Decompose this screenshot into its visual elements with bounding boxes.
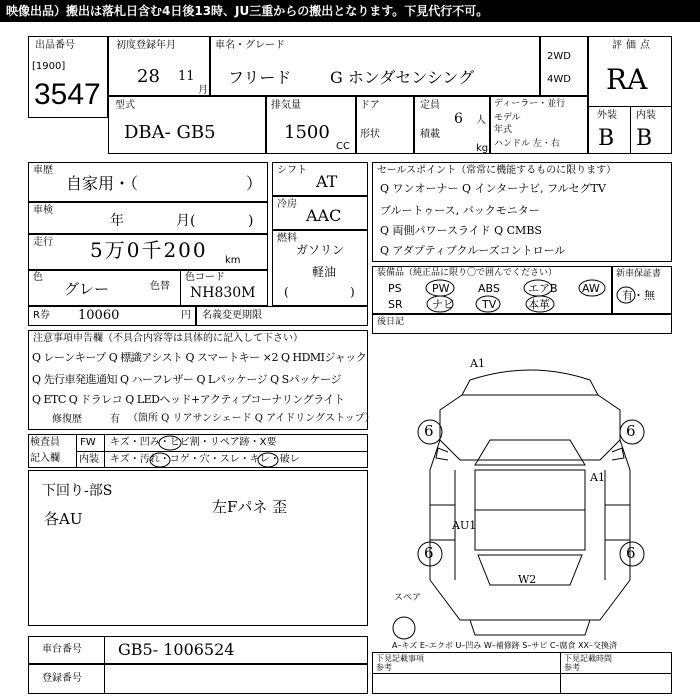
legend: A–キズ E–エクボ U–凹み W–補修跡 S–サビ C–腐食 XX–交換済 [392,641,618,650]
shift-value: AT [316,172,338,191]
model-value: DBA- GB5 [124,122,216,143]
bottom-label-4: 参考 [564,663,580,672]
new-warranty-label: 新車保証書 [616,269,662,279]
rating-score: RA [606,63,648,96]
diagram-label-a1-top: A1 [470,357,485,370]
diagram-label-w2: W2 [518,573,537,586]
chassis-label: 車台番号 [42,644,82,655]
repair-value: 有 [110,414,120,425]
fuel-label: 燃料 [277,233,297,244]
remarks-line-1: 下回り-部S [42,483,113,499]
equip-abs: ABS [478,282,500,295]
color-label: 色 [33,272,43,283]
shift-label: シフト [277,165,307,176]
tax-label: 名義変更期限 [202,310,262,321]
fuel-gas: ガソリン [296,243,345,257]
rating-label: 評価点 [612,40,654,51]
color-change-label: 色替 [150,281,170,292]
r-ticket-value: 10060 [78,308,120,323]
equip-leather: 本革 [528,298,550,311]
model-label: 型式 [115,100,135,111]
dealer-model: モデル [494,113,521,123]
chassis-value: GB5- 1006524 [118,640,235,659]
equip-pw: PW [432,282,450,295]
plate-label: 登録番号 [42,673,82,684]
aircon-value: AAC [306,206,342,225]
rating-int: B [636,126,653,151]
r-ticket-label: R券 [33,310,50,321]
drive-4wd: 4WD [547,74,571,85]
rating-int-label: 内装 [636,110,656,121]
capacity-unit: 人 [476,115,486,126]
inspector-nai-items: キズ・汚れ・コゲ・穴・スレ・キレ・破レ [110,454,300,465]
dealer-year: 年式 [494,125,513,135]
color-code: NH830M [190,285,256,301]
selling-line-1: Q ワンオーナー Q インターナビ, フルセグTV [380,182,606,195]
fuel-diesel: 軽油 [312,265,337,279]
load-unit: kg [476,143,489,154]
later-label: 後日記 [377,317,405,327]
selling-line-2: ブルートゥース, バックモニター [380,204,540,217]
fuel-paren-open: ( [284,285,289,299]
dealer-handle: ハンドル 左・右 [494,139,560,149]
equip-aw: AW [582,282,600,295]
equip-ps: PS [388,282,402,295]
mileage-label: 走行 [33,237,53,248]
color-code-label: 色コード [185,272,225,283]
history-label: 車歴 [33,165,53,176]
banner: 映像出品）搬出は落札日含む4日後13時、JU三重からの搬出となります。下見代行不可。 [0,0,700,22]
capacity-label: 定員 [420,100,440,111]
inspector-nai: 内装 [79,454,99,465]
wheel-rl: 6 [424,544,434,562]
inspector-fw-items: キズ・凹み・ヒビ割・リペア跡・X要 [110,437,277,448]
first-reg-suffix: 月 [198,85,208,96]
equip-sr: SR [388,298,403,311]
history-close: ） [246,174,263,193]
bottom-label-2: 参考 [376,663,392,672]
notes-line-1: Q レーンキープ Q 標識アシスト Q スマートキー ×2 Q HDMIジャック [32,351,367,364]
car-name-value: フリード [228,68,292,87]
remarks-line-2: 各AU [44,510,83,528]
notes-label: 注意事項申告欄（不具合内容等は具体的に記入して下さい） [33,333,303,344]
bottom-label-1: 下見記載事項 [376,654,424,663]
diagram-label-a1-right: A1 [590,471,605,484]
inspector-label: 検査員 [30,437,60,448]
new-warranty-value: 有・無 [622,289,655,302]
fuel-paren-close: ) [350,285,355,299]
car-grade-value: G ホンダセンシング [330,68,475,87]
first-reg-month: 11 [178,69,195,84]
notes-line-3: Q ETC Q ドラレコ Q LEDヘッド+アクティブコーナリングライト [32,393,345,406]
repair-label: 修復歴 [52,414,82,425]
inspector-label2: 記入欄 [30,453,60,464]
drive-2wd: 2WD [547,51,571,62]
notes-line-2: Q 先行車発進通知 Q ハーフレザー Q Lパッケージ Q Sパッケージ [32,373,341,386]
remarks-right: 左Fパネ 歪 [212,498,288,516]
displacement-unit: CC [336,141,350,152]
aircon-label: 冷房 [277,199,297,210]
wheel-fr: 6 [626,422,636,440]
lot-number: 3547 [34,78,101,111]
repair-detail: （箇所 Q リアサンシェード Q アイドリングストップ） [128,413,375,424]
inspection-year: 年 [110,213,124,229]
lot-code: [1900] [32,61,66,72]
first-reg-label: 初度登録年月 [116,40,176,51]
r-ticket-yen: 円 [181,310,191,321]
rating-ext-label: 外装 [597,110,617,121]
first-reg-year: 28 [137,66,160,87]
inspection-label: 車検 [33,205,53,216]
selling-line-4: Q アダプティブクルーズコントロール [380,244,566,257]
spare-label: スペア [394,593,422,603]
color-value: グレー [64,280,110,298]
equipment-label: 装備品（純正品に限り〇で囲んでください） [377,268,558,278]
selling-line-3: Q 両側パワースライド Q CMBS [380,224,542,237]
wheel-fl: 6 [424,422,434,440]
door-shape-label: 形状 [360,129,380,140]
bottom-label-3: 下見記載時間 [564,654,612,663]
rating-ext: B [598,126,615,151]
capacity-value: 6 [454,111,463,127]
diagram-label-au1: AU1 [452,519,477,532]
selling-label: セールスポイント（常常に機能するものに限ります） [377,165,617,176]
inspector-fw: FW [80,437,96,448]
wheel-rr: 6 [626,544,636,562]
door-label: ドア [360,100,380,111]
displacement-label: 排気量 [271,100,301,111]
mileage-value: 5万0千200 [90,238,208,262]
displacement-value: 1500 [284,122,330,143]
inspection-month: 月( [176,213,196,229]
lot-label: 出品番号 [35,40,75,51]
load-label: 積載 [420,129,440,140]
mileage-unit: km [225,255,241,266]
equip-navi: ナビ [432,298,454,311]
equip-airb: エアB [528,282,558,295]
car-name-label: 車名・グレード [215,40,285,51]
history-value: 自家用・（ [66,174,139,193]
equip-tv: TV [482,298,497,311]
inspection-close: ) [248,213,254,229]
dealer-label: ディーラー・並行 [494,99,566,109]
